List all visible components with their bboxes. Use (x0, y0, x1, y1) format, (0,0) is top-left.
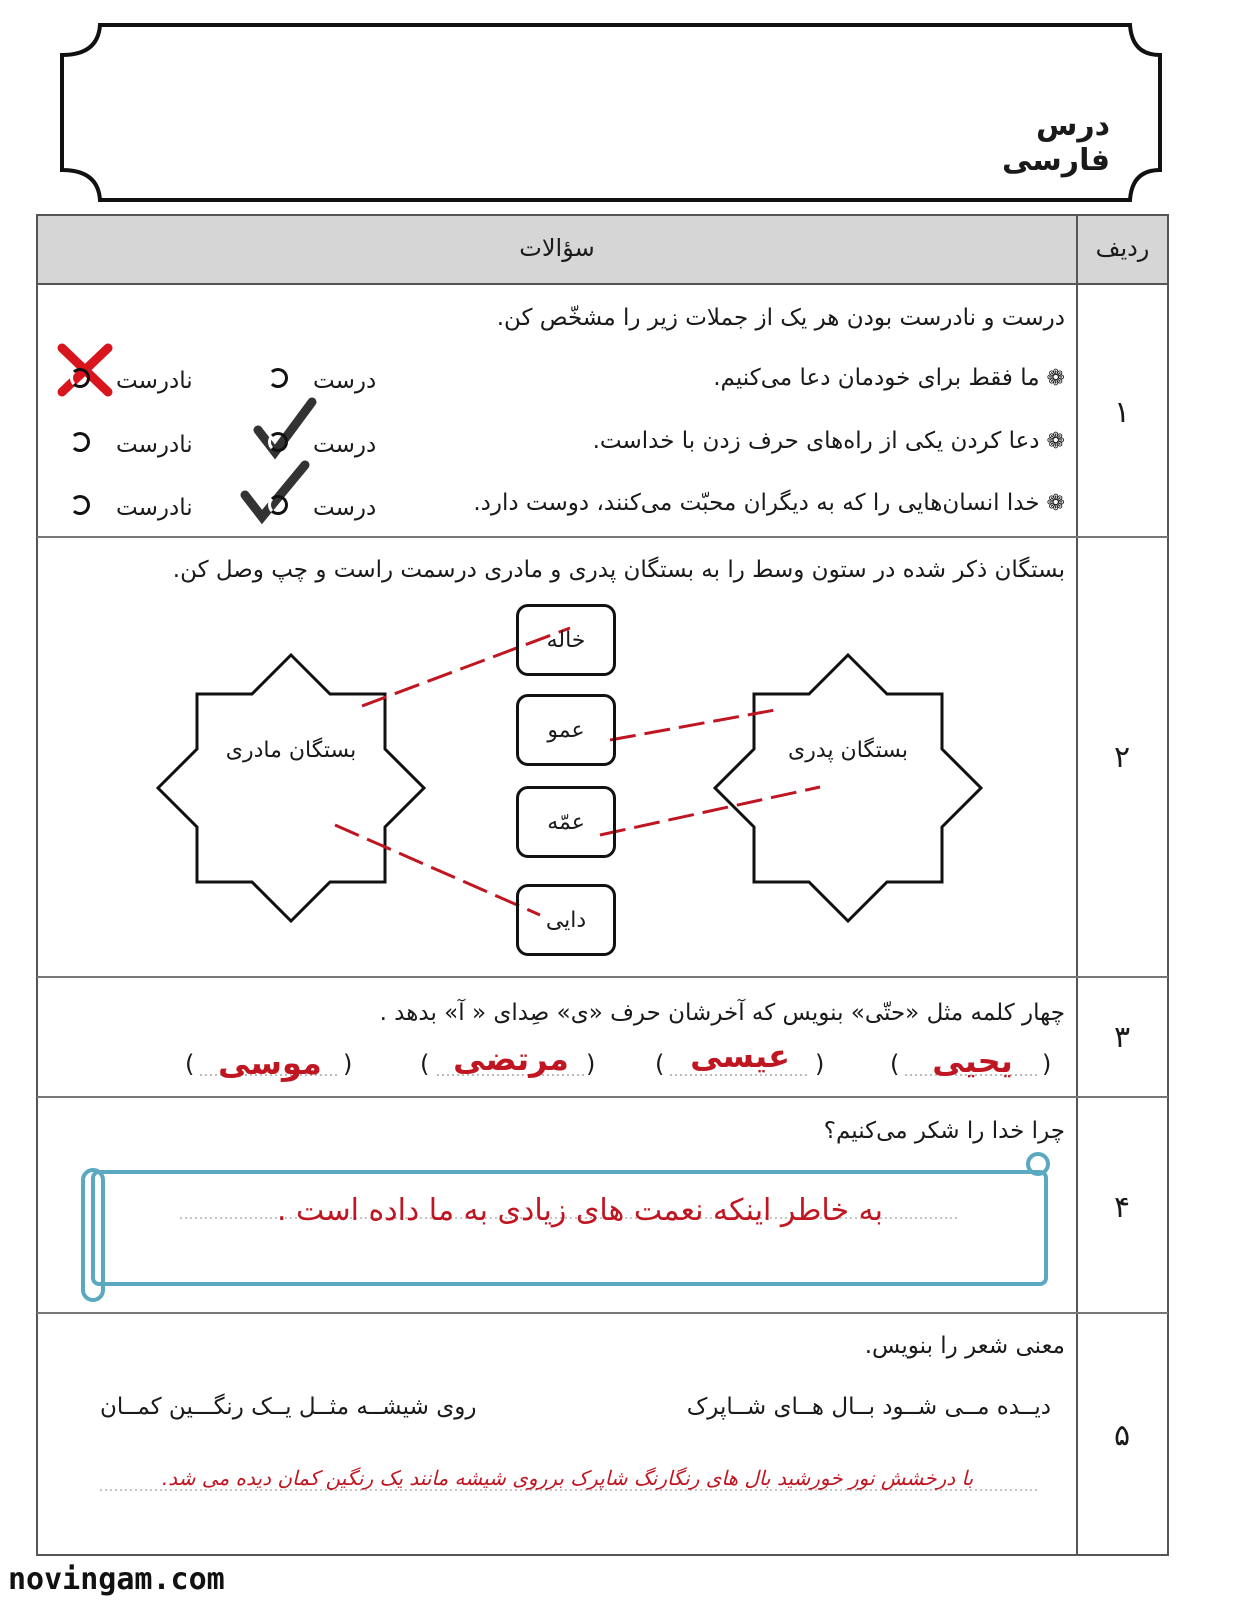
poem-verse-left: روی شیشــه مثــل یــک رنگـــین کمــان (100, 1394, 477, 1420)
true-radio[interactable] (268, 368, 288, 388)
question-2-prompt: بستگان ذکر شده در ستون وسط را به بستگان پدری و مادری درسمت راست و چپ وصل کن. (172, 557, 1065, 583)
true-option-label: درست (313, 432, 377, 458)
bullet-icon: ❁ (1039, 429, 1065, 454)
question-1-prompt: درست و نادرست بودن هر یک از جملات زیر را مشخّص کن. (496, 305, 1065, 331)
answer-word-3: مرتضی (453, 1040, 569, 1078)
true-radio[interactable] (268, 432, 288, 452)
question-1-item: ❁ ما فقط برای خودمان دعا می‌کنیم. (713, 365, 1065, 391)
question-5-answer: با درخشش نور خورشید بال های رنگارنگ شاپرک برروی شیشه مانند یک رنگین کمان دیده می شد. (161, 1466, 974, 1490)
false-radio[interactable] (70, 368, 90, 388)
row-number-5: ۵ (1113, 1418, 1131, 1453)
true-option-label: درست (313, 368, 377, 394)
page-title: درس فارسی (1001, 108, 1110, 178)
question-4-prompt: چرا خدا را شکر می‌کنیم؟ (823, 1118, 1065, 1144)
relative-box-amme: عمّه (516, 786, 616, 858)
question-1-item: ❁ خدا انسان‌هایی را که به دیگران محبّت می‌کنند، دوست دارد. (473, 490, 1065, 516)
column-header-questions: سؤالات (519, 234, 595, 262)
answer-word-4: موسی (218, 1044, 322, 1082)
left-star-label: بستگان مادری (225, 738, 357, 763)
false-option-label: نادرست (116, 368, 193, 394)
relative-box-khale: خاله (516, 604, 616, 676)
bullet-icon: ❁ (1039, 366, 1065, 391)
answer-word-1: یحیی (932, 1042, 1013, 1080)
false-option-label: نادرست (116, 495, 193, 521)
relative-box-dayi: دایی (516, 884, 616, 956)
true-radio[interactable] (268, 495, 288, 515)
answer-word-2: عیسی (690, 1037, 790, 1075)
right-star-shape (715, 655, 981, 921)
relative-box-amoo: عمو (516, 694, 616, 766)
site-watermark: novingam.com (8, 1562, 225, 1597)
poem-verse-right: دیــده مــی شــود بــال هــای شــاپرک (686, 1394, 1051, 1420)
true-option-label: درست (313, 495, 377, 521)
bullet-icon: ❁ (1039, 491, 1065, 516)
false-option-label: نادرست (116, 432, 193, 458)
row-number-3: ۳ (1113, 1020, 1131, 1055)
false-radio[interactable] (70, 495, 90, 515)
row-number-1: ۱ (1113, 395, 1131, 430)
question-5-prompt: معنی شعر را بنویس. (864, 1333, 1065, 1359)
row-number-2: ۲ (1113, 740, 1131, 775)
question-4-answer: به خاطر اینکه نعمت های زیادی به ما داده است . (276, 1193, 884, 1228)
question-3-prompt: چهار کلمه مثل «حتّی» بنویس که آخرشان حرف «ی» صِدای « آ» بدهد . (379, 1000, 1065, 1026)
question-1-item: ❁ دعا کردن یکی از راه‌های حرف زدن با خداست. (592, 428, 1065, 454)
false-radio[interactable] (70, 432, 90, 452)
left-star-shape (158, 655, 424, 921)
row-number-4: ۴ (1113, 1190, 1131, 1225)
right-star-label: بستگان پدری (788, 738, 908, 763)
column-header-row: ردیف (1095, 234, 1150, 262)
